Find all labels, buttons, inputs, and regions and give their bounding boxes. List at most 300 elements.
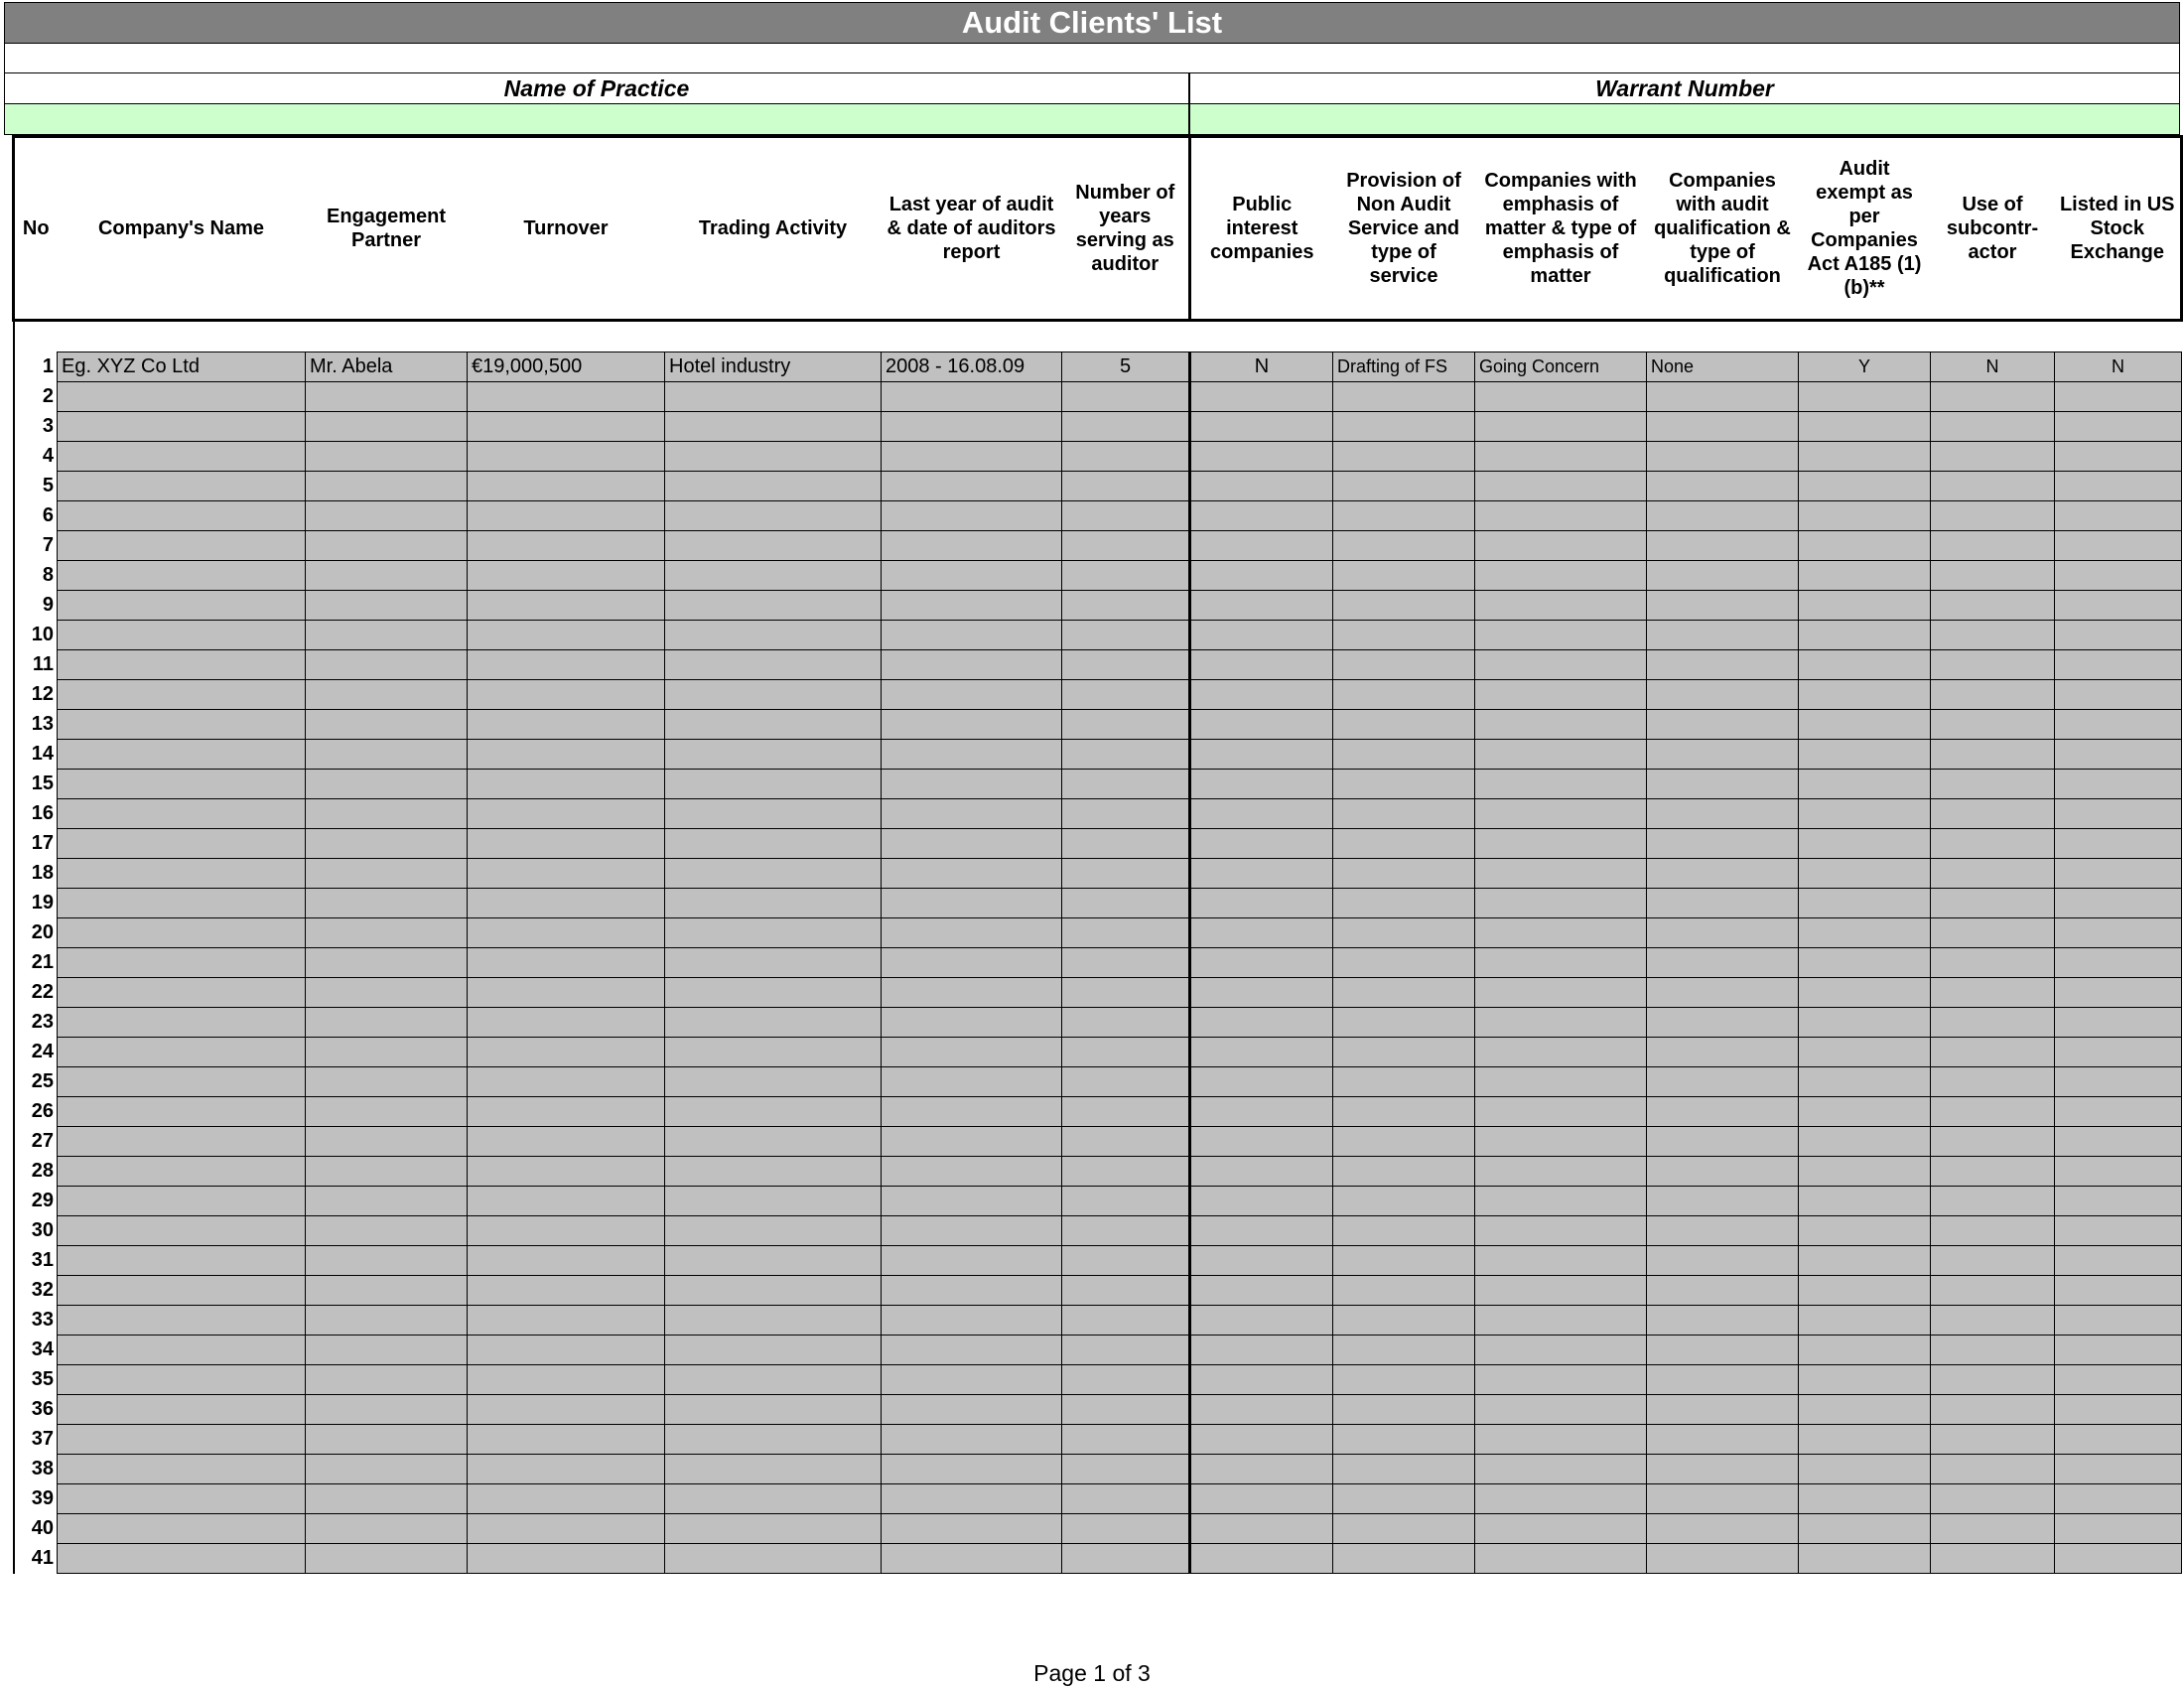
subcontractor-cell[interactable] — [1931, 1187, 2055, 1216]
audit-qualification-cell[interactable] — [1647, 382, 1799, 412]
emphasis-matter-cell[interactable] — [1475, 710, 1647, 740]
engagement-partner-cell[interactable] — [306, 680, 468, 710]
subcontractor-cell[interactable] — [1931, 918, 2055, 948]
audit-qualification-cell[interactable] — [1647, 1187, 1799, 1216]
audit-exempt-cell[interactable] — [1799, 1336, 1931, 1365]
public-interest-cell[interactable] — [1190, 472, 1333, 501]
trading-activity-cell[interactable] — [665, 591, 882, 621]
trading-activity-cell[interactable] — [665, 978, 882, 1008]
audit-exempt-cell[interactable] — [1799, 1246, 1931, 1276]
turnover-cell[interactable] — [468, 1067, 665, 1097]
company-name-cell[interactable] — [58, 1008, 306, 1038]
trading-activity-cell[interactable] — [665, 1484, 882, 1514]
subcontractor-cell[interactable] — [1931, 472, 2055, 501]
years-serving-cell[interactable] — [1062, 1365, 1190, 1395]
turnover-cell[interactable] — [468, 591, 665, 621]
company-name-cell[interactable] — [58, 1127, 306, 1157]
last-audit-cell[interactable] — [882, 531, 1062, 561]
turnover-cell[interactable] — [468, 1484, 665, 1514]
years-serving-cell[interactable] — [1062, 918, 1190, 948]
last-audit-cell[interactable] — [882, 1306, 1062, 1336]
company-name-cell[interactable] — [58, 1484, 306, 1514]
company-name-cell[interactable] — [58, 740, 306, 770]
subcontractor-cell[interactable] — [1931, 650, 2055, 680]
subcontractor-cell[interactable] — [1931, 412, 2055, 442]
audit-exempt-cell[interactable] — [1799, 1038, 1931, 1067]
engagement-partner-cell[interactable] — [306, 591, 468, 621]
engagement-partner-cell[interactable] — [306, 501, 468, 531]
emphasis-matter-cell[interactable] — [1475, 1544, 1647, 1574]
trading-activity-cell[interactable] — [665, 1395, 882, 1425]
emphasis-matter-cell[interactable] — [1475, 1395, 1647, 1425]
turnover-cell[interactable] — [468, 889, 665, 918]
non-audit-service-cell[interactable] — [1333, 948, 1475, 978]
audit-exempt-cell[interactable] — [1799, 412, 1931, 442]
years-serving-cell[interactable] — [1062, 1067, 1190, 1097]
public-interest-cell[interactable] — [1190, 650, 1333, 680]
public-interest-cell[interactable] — [1190, 1306, 1333, 1336]
emphasis-matter-cell[interactable] — [1475, 1187, 1647, 1216]
subcontractor-cell[interactable] — [1931, 1365, 2055, 1395]
us-listed-cell[interactable] — [2055, 1276, 2182, 1306]
public-interest-cell[interactable] — [1190, 442, 1333, 472]
trading-activity-cell[interactable] — [665, 1187, 882, 1216]
company-name-cell[interactable] — [58, 1097, 306, 1127]
us-listed-cell[interactable] — [2055, 1127, 2182, 1157]
emphasis-matter-cell[interactable] — [1475, 501, 1647, 531]
trading-activity-cell[interactable] — [665, 680, 882, 710]
audit-qualification-cell[interactable] — [1647, 1395, 1799, 1425]
subcontractor-cell[interactable] — [1931, 1157, 2055, 1187]
company-name-cell[interactable] — [58, 531, 306, 561]
company-name-cell[interactable] — [58, 1455, 306, 1484]
emphasis-matter-cell[interactable] — [1475, 591, 1647, 621]
company-name-cell[interactable] — [58, 1216, 306, 1246]
audit-qualification-cell[interactable] — [1647, 1336, 1799, 1365]
audit-qualification-cell[interactable] — [1647, 740, 1799, 770]
last-audit-cell[interactable] — [882, 412, 1062, 442]
us-listed-cell[interactable] — [2055, 650, 2182, 680]
years-serving-cell[interactable] — [1062, 1097, 1190, 1127]
last-audit-cell[interactable] — [882, 1514, 1062, 1544]
audit-exempt-cell[interactable] — [1799, 770, 1931, 799]
audit-exempt-cell[interactable] — [1799, 1514, 1931, 1544]
turnover-cell[interactable] — [468, 1216, 665, 1246]
trading-activity-cell[interactable] — [665, 1067, 882, 1097]
subcontractor-cell[interactable] — [1931, 591, 2055, 621]
turnover-cell[interactable]: €19,000,500 — [468, 352, 665, 382]
trading-activity-cell[interactable] — [665, 1246, 882, 1276]
audit-exempt-cell[interactable] — [1799, 889, 1931, 918]
last-audit-cell[interactable] — [882, 561, 1062, 591]
emphasis-matter-cell[interactable] — [1475, 472, 1647, 501]
emphasis-matter-cell[interactable] — [1475, 1067, 1647, 1097]
audit-exempt-cell[interactable] — [1799, 1425, 1931, 1455]
turnover-cell[interactable] — [468, 1395, 665, 1425]
non-audit-service-cell[interactable] — [1333, 1395, 1475, 1425]
public-interest-cell[interactable] — [1190, 918, 1333, 948]
engagement-partner-cell[interactable] — [306, 382, 468, 412]
public-interest-cell[interactable] — [1190, 1157, 1333, 1187]
public-interest-cell[interactable] — [1190, 1127, 1333, 1157]
subcontractor-cell[interactable] — [1931, 1425, 2055, 1455]
turnover-cell[interactable] — [468, 680, 665, 710]
last-audit-cell[interactable] — [882, 621, 1062, 650]
years-serving-cell[interactable] — [1062, 1336, 1190, 1365]
company-name-cell[interactable] — [58, 650, 306, 680]
public-interest-cell[interactable] — [1190, 1038, 1333, 1067]
engagement-partner-cell[interactable] — [306, 1455, 468, 1484]
company-name-cell[interactable] — [58, 948, 306, 978]
subcontractor-cell[interactable] — [1931, 889, 2055, 918]
emphasis-matter-cell[interactable] — [1475, 740, 1647, 770]
engagement-partner-cell[interactable] — [306, 918, 468, 948]
audit-exempt-cell[interactable] — [1799, 1216, 1931, 1246]
subcontractor-cell[interactable] — [1931, 382, 2055, 412]
emphasis-matter-cell[interactable] — [1475, 1097, 1647, 1127]
non-audit-service-cell[interactable] — [1333, 1038, 1475, 1067]
trading-activity-cell[interactable] — [665, 889, 882, 918]
years-serving-cell[interactable] — [1062, 472, 1190, 501]
public-interest-cell[interactable] — [1190, 1097, 1333, 1127]
company-name-cell[interactable] — [58, 918, 306, 948]
emphasis-matter-cell[interactable] — [1475, 948, 1647, 978]
audit-qualification-cell[interactable] — [1647, 591, 1799, 621]
emphasis-matter-cell[interactable] — [1475, 1484, 1647, 1514]
company-name-cell[interactable] — [58, 859, 306, 889]
public-interest-cell[interactable] — [1190, 1008, 1333, 1038]
emphasis-matter-cell[interactable] — [1475, 1127, 1647, 1157]
years-serving-cell[interactable] — [1062, 1514, 1190, 1544]
trading-activity-cell[interactable] — [665, 1276, 882, 1306]
us-listed-cell[interactable] — [2055, 799, 2182, 829]
non-audit-service-cell[interactable] — [1333, 799, 1475, 829]
turnover-cell[interactable] — [468, 710, 665, 740]
us-listed-cell[interactable] — [2055, 1246, 2182, 1276]
non-audit-service-cell[interactable] — [1333, 1216, 1475, 1246]
turnover-cell[interactable] — [468, 501, 665, 531]
company-name-cell[interactable] — [58, 412, 306, 442]
turnover-cell[interactable] — [468, 531, 665, 561]
engagement-partner-cell[interactable] — [306, 1038, 468, 1067]
years-serving-cell[interactable] — [1062, 1455, 1190, 1484]
us-listed-cell[interactable] — [2055, 948, 2182, 978]
turnover-cell[interactable] — [468, 1038, 665, 1067]
trading-activity-cell[interactable] — [665, 918, 882, 948]
trading-activity-cell[interactable] — [665, 1008, 882, 1038]
us-listed-cell[interactable] — [2055, 412, 2182, 442]
emphasis-matter-cell[interactable] — [1475, 680, 1647, 710]
audit-qualification-cell[interactable] — [1647, 1157, 1799, 1187]
last-audit-cell[interactable] — [882, 501, 1062, 531]
non-audit-service-cell[interactable] — [1333, 770, 1475, 799]
audit-qualification-cell[interactable] — [1647, 1365, 1799, 1395]
last-audit-cell[interactable] — [882, 680, 1062, 710]
engagement-partner-cell[interactable] — [306, 799, 468, 829]
years-serving-cell[interactable] — [1062, 889, 1190, 918]
non-audit-service-cell[interactable] — [1333, 472, 1475, 501]
us-listed-cell[interactable]: N — [2055, 352, 2182, 382]
company-name-cell[interactable] — [58, 621, 306, 650]
company-name-cell[interactable] — [58, 1365, 306, 1395]
non-audit-service-cell[interactable] — [1333, 859, 1475, 889]
non-audit-service-cell[interactable] — [1333, 680, 1475, 710]
us-listed-cell[interactable] — [2055, 680, 2182, 710]
turnover-cell[interactable] — [468, 1276, 665, 1306]
turnover-cell[interactable] — [468, 1187, 665, 1216]
engagement-partner-cell[interactable] — [306, 1336, 468, 1365]
audit-qualification-cell[interactable] — [1647, 1067, 1799, 1097]
public-interest-cell[interactable] — [1190, 531, 1333, 561]
non-audit-service-cell[interactable] — [1333, 1455, 1475, 1484]
audit-exempt-cell[interactable] — [1799, 591, 1931, 621]
turnover-cell[interactable] — [468, 740, 665, 770]
non-audit-service-cell[interactable] — [1333, 1246, 1475, 1276]
last-audit-cell[interactable] — [882, 1008, 1062, 1038]
company-name-cell[interactable] — [58, 889, 306, 918]
company-name-cell[interactable] — [58, 978, 306, 1008]
public-interest-cell[interactable]: N — [1190, 352, 1333, 382]
non-audit-service-cell[interactable] — [1333, 1008, 1475, 1038]
public-interest-cell[interactable] — [1190, 1514, 1333, 1544]
engagement-partner-cell[interactable] — [306, 889, 468, 918]
years-serving-cell[interactable] — [1062, 710, 1190, 740]
emphasis-matter-cell[interactable] — [1475, 1038, 1647, 1067]
emphasis-matter-cell[interactable] — [1475, 1246, 1647, 1276]
turnover-cell[interactable] — [468, 382, 665, 412]
trading-activity-cell[interactable] — [665, 710, 882, 740]
non-audit-service-cell[interactable] — [1333, 918, 1475, 948]
us-listed-cell[interactable] — [2055, 1306, 2182, 1336]
trading-activity-cell[interactable] — [665, 770, 882, 799]
last-audit-cell[interactable] — [882, 710, 1062, 740]
engagement-partner-cell[interactable] — [306, 531, 468, 561]
trading-activity-cell[interactable] — [665, 799, 882, 829]
audit-exempt-cell[interactable] — [1799, 382, 1931, 412]
audit-exempt-cell[interactable] — [1799, 501, 1931, 531]
public-interest-cell[interactable] — [1190, 1365, 1333, 1395]
turnover-cell[interactable] — [468, 472, 665, 501]
audit-exempt-cell[interactable] — [1799, 442, 1931, 472]
subcontractor-cell[interactable] — [1931, 1127, 2055, 1157]
engagement-partner-cell[interactable] — [306, 1097, 468, 1127]
audit-qualification-cell[interactable] — [1647, 1425, 1799, 1455]
turnover-cell[interactable] — [468, 1157, 665, 1187]
last-audit-cell[interactable] — [882, 1038, 1062, 1067]
last-audit-cell[interactable] — [882, 1216, 1062, 1246]
emphasis-matter-cell[interactable] — [1475, 1008, 1647, 1038]
audit-exempt-cell[interactable] — [1799, 1455, 1931, 1484]
engagement-partner-cell[interactable] — [306, 1365, 468, 1395]
turnover-cell[interactable] — [468, 1336, 665, 1365]
subcontractor-cell[interactable] — [1931, 1306, 2055, 1336]
trading-activity-cell[interactable] — [665, 948, 882, 978]
company-name-cell[interactable] — [58, 829, 306, 859]
trading-activity-cell[interactable]: Hotel industry — [665, 352, 882, 382]
us-listed-cell[interactable] — [2055, 561, 2182, 591]
engagement-partner-cell[interactable] — [306, 948, 468, 978]
subcontractor-cell[interactable] — [1931, 770, 2055, 799]
public-interest-cell[interactable] — [1190, 978, 1333, 1008]
public-interest-cell[interactable] — [1190, 1395, 1333, 1425]
non-audit-service-cell[interactable] — [1333, 978, 1475, 1008]
engagement-partner-cell[interactable] — [306, 829, 468, 859]
engagement-partner-cell[interactable] — [306, 710, 468, 740]
emphasis-matter-cell[interactable] — [1475, 1306, 1647, 1336]
audit-qualification-cell[interactable] — [1647, 1216, 1799, 1246]
audit-qualification-cell[interactable] — [1647, 1038, 1799, 1067]
audit-qualification-cell[interactable] — [1647, 501, 1799, 531]
subcontractor-cell[interactable] — [1931, 1097, 2055, 1127]
emphasis-matter-cell[interactable] — [1475, 889, 1647, 918]
us-listed-cell[interactable] — [2055, 1455, 2182, 1484]
years-serving-cell[interactable] — [1062, 1157, 1190, 1187]
engagement-partner-cell[interactable] — [306, 859, 468, 889]
turnover-cell[interactable] — [468, 1365, 665, 1395]
audit-qualification-cell[interactable] — [1647, 1484, 1799, 1514]
public-interest-cell[interactable] — [1190, 1276, 1333, 1306]
emphasis-matter-cell[interactable] — [1475, 531, 1647, 561]
trading-activity-cell[interactable] — [665, 621, 882, 650]
audit-qualification-cell[interactable] — [1647, 621, 1799, 650]
non-audit-service-cell[interactable] — [1333, 531, 1475, 561]
us-listed-cell[interactable] — [2055, 1008, 2182, 1038]
trading-activity-cell[interactable] — [665, 1038, 882, 1067]
us-listed-cell[interactable] — [2055, 1187, 2182, 1216]
audit-qualification-cell[interactable] — [1647, 472, 1799, 501]
years-serving-cell[interactable] — [1062, 382, 1190, 412]
us-listed-cell[interactable] — [2055, 1216, 2182, 1246]
audit-exempt-cell[interactable] — [1799, 1187, 1931, 1216]
audit-qualification-cell[interactable]: None — [1647, 352, 1799, 382]
public-interest-cell[interactable] — [1190, 621, 1333, 650]
last-audit-cell[interactable] — [882, 1395, 1062, 1425]
public-interest-cell[interactable] — [1190, 1187, 1333, 1216]
engagement-partner-cell[interactable] — [306, 472, 468, 501]
emphasis-matter-cell[interactable] — [1475, 829, 1647, 859]
audit-exempt-cell[interactable] — [1799, 710, 1931, 740]
audit-qualification-cell[interactable] — [1647, 1097, 1799, 1127]
subcontractor-cell[interactable] — [1931, 1455, 2055, 1484]
turnover-cell[interactable] — [468, 770, 665, 799]
company-name-cell[interactable] — [58, 1038, 306, 1067]
audit-qualification-cell[interactable] — [1647, 531, 1799, 561]
audit-qualification-cell[interactable] — [1647, 561, 1799, 591]
company-name-cell[interactable] — [58, 442, 306, 472]
last-audit-cell[interactable] — [882, 948, 1062, 978]
audit-qualification-cell[interactable] — [1647, 710, 1799, 740]
engagement-partner-cell[interactable] — [306, 442, 468, 472]
trading-activity-cell[interactable] — [665, 1544, 882, 1574]
public-interest-cell[interactable] — [1190, 740, 1333, 770]
us-listed-cell[interactable] — [2055, 1514, 2182, 1544]
turnover-cell[interactable] — [468, 442, 665, 472]
subcontractor-cell[interactable] — [1931, 1395, 2055, 1425]
years-serving-cell[interactable]: 5 — [1062, 352, 1190, 382]
engagement-partner-cell[interactable] — [306, 1484, 468, 1514]
turnover-cell[interactable] — [468, 1246, 665, 1276]
public-interest-cell[interactable] — [1190, 1216, 1333, 1246]
trading-activity-cell[interactable] — [665, 1336, 882, 1365]
trading-activity-cell[interactable] — [665, 412, 882, 442]
audit-exempt-cell[interactable] — [1799, 1306, 1931, 1336]
non-audit-service-cell[interactable] — [1333, 650, 1475, 680]
years-serving-cell[interactable] — [1062, 412, 1190, 442]
audit-qualification-cell[interactable] — [1647, 1276, 1799, 1306]
turnover-cell[interactable] — [468, 1127, 665, 1157]
subcontractor-cell[interactable] — [1931, 1246, 2055, 1276]
company-name-cell[interactable] — [58, 680, 306, 710]
engagement-partner-cell[interactable] — [306, 1306, 468, 1336]
us-listed-cell[interactable] — [2055, 531, 2182, 561]
engagement-partner-cell[interactable] — [306, 1395, 468, 1425]
us-listed-cell[interactable] — [2055, 1484, 2182, 1514]
public-interest-cell[interactable] — [1190, 1336, 1333, 1365]
engagement-partner-cell[interactable] — [306, 650, 468, 680]
trading-activity-cell[interactable] — [665, 1365, 882, 1395]
non-audit-service-cell[interactable] — [1333, 1514, 1475, 1544]
engagement-partner-cell[interactable] — [306, 1544, 468, 1574]
last-audit-cell[interactable] — [882, 1484, 1062, 1514]
years-serving-cell[interactable] — [1062, 501, 1190, 531]
subcontractor-cell[interactable] — [1931, 859, 2055, 889]
non-audit-service-cell[interactable] — [1333, 1336, 1475, 1365]
emphasis-matter-cell[interactable] — [1475, 1157, 1647, 1187]
years-serving-cell[interactable] — [1062, 561, 1190, 591]
years-serving-cell[interactable] — [1062, 442, 1190, 472]
years-serving-cell[interactable] — [1062, 1187, 1190, 1216]
emphasis-matter-cell[interactable] — [1475, 770, 1647, 799]
subcontractor-cell[interactable] — [1931, 829, 2055, 859]
years-serving-cell[interactable] — [1062, 799, 1190, 829]
emphasis-matter-cell[interactable] — [1475, 1276, 1647, 1306]
us-listed-cell[interactable] — [2055, 710, 2182, 740]
engagement-partner-cell[interactable] — [306, 1246, 468, 1276]
audit-qualification-cell[interactable] — [1647, 650, 1799, 680]
public-interest-cell[interactable] — [1190, 799, 1333, 829]
trading-activity-cell[interactable] — [665, 859, 882, 889]
us-listed-cell[interactable] — [2055, 889, 2182, 918]
non-audit-service-cell[interactable] — [1333, 591, 1475, 621]
audit-exempt-cell[interactable] — [1799, 948, 1931, 978]
subcontractor-cell[interactable] — [1931, 1484, 2055, 1514]
company-name-cell[interactable] — [58, 1157, 306, 1187]
trading-activity-cell[interactable] — [665, 1425, 882, 1455]
audit-exempt-cell[interactable] — [1799, 621, 1931, 650]
turnover-cell[interactable] — [468, 412, 665, 442]
turnover-cell[interactable] — [468, 1097, 665, 1127]
audit-exempt-cell[interactable] — [1799, 1067, 1931, 1097]
non-audit-service-cell[interactable] — [1333, 1067, 1475, 1097]
us-listed-cell[interactable] — [2055, 859, 2182, 889]
last-audit-cell[interactable] — [882, 740, 1062, 770]
engagement-partner-cell[interactable] — [306, 412, 468, 442]
company-name-cell[interactable] — [58, 501, 306, 531]
audit-qualification-cell[interactable] — [1647, 442, 1799, 472]
turnover-cell[interactable] — [468, 1514, 665, 1544]
subcontractor-cell[interactable] — [1931, 1336, 2055, 1365]
trading-activity-cell[interactable] — [665, 561, 882, 591]
years-serving-cell[interactable] — [1062, 1038, 1190, 1067]
engagement-partner-cell[interactable] — [306, 621, 468, 650]
engagement-partner-cell[interactable] — [306, 561, 468, 591]
company-name-cell[interactable] — [58, 1187, 306, 1216]
emphasis-matter-cell[interactable] — [1475, 859, 1647, 889]
warrant-number-input[interactable] — [1190, 104, 2179, 134]
years-serving-cell[interactable] — [1062, 770, 1190, 799]
us-listed-cell[interactable] — [2055, 1365, 2182, 1395]
us-listed-cell[interactable] — [2055, 442, 2182, 472]
